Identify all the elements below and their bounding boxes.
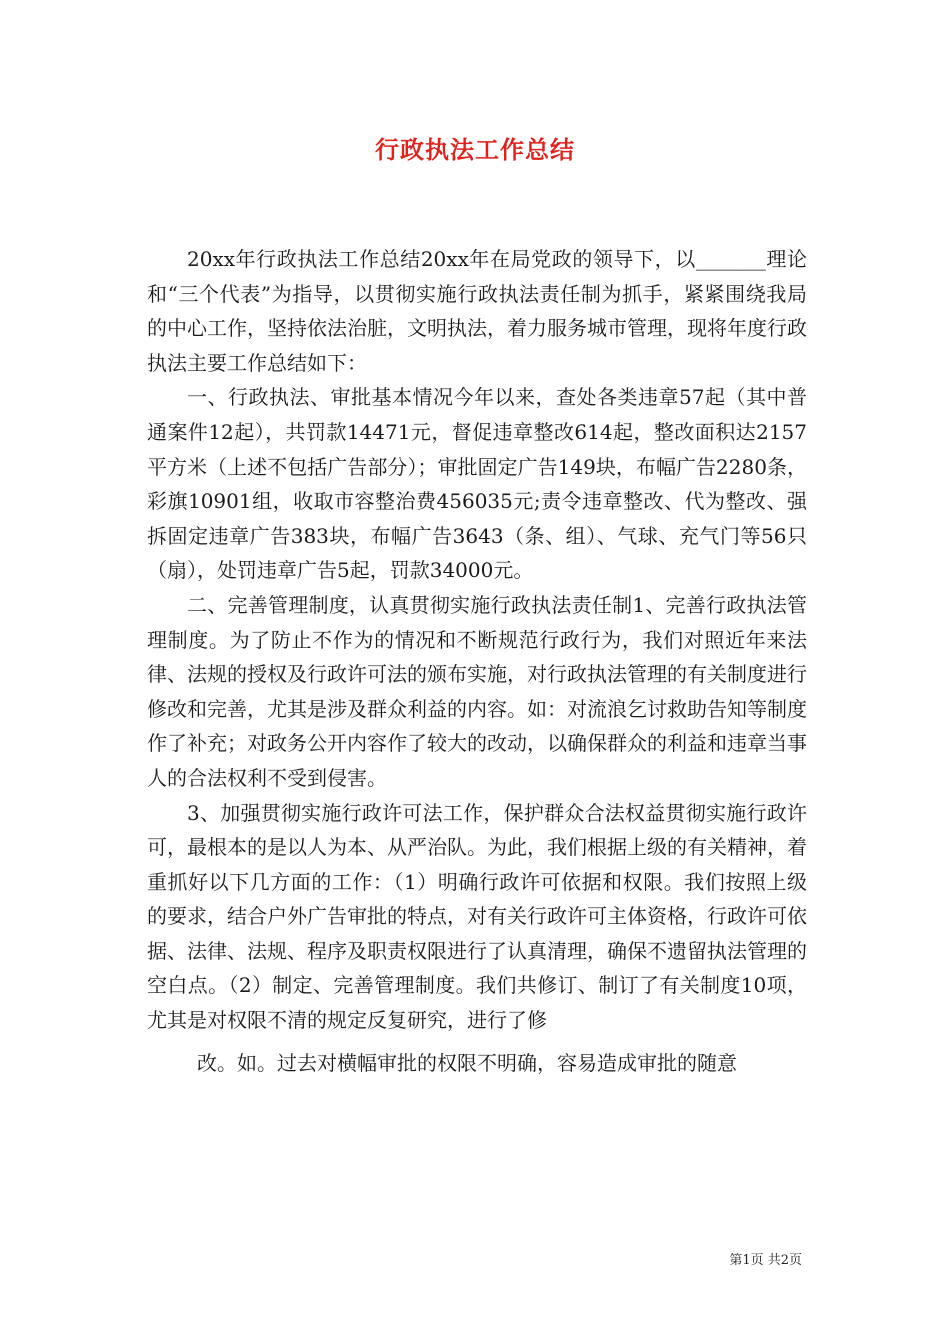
paragraph-continuation: 改。如。过去对横幅审批的权限不明确，容易造成审批的随意: [197, 1050, 737, 1075]
paragraph-section-2: 二、完善管理制度，认真贯彻实施行政执法责任制1、完善行政执法管理制度。为了防止不作为的情况和不断规范行政行为，我们对照近年来法律、法规的授权及行政许可法的颁布实施，对行政执法管理的有关制度进行修改和完善，尤其是涉及群众利益的内容。如：对流浪乞讨救助告知等制度作了补充；对政务公开内容作了较大的改动，以确保群众的利益和违章当事人的合法权利不受到侵害。: [147, 592, 807, 790]
page-number-footer: 第1页 共2页: [729, 1253, 802, 1268]
paragraph-intro: 20xx年行政执法工作总结20xx年在局党政的领导下，以_______理论和“三个代表”为指导，以贯彻实施行政执法责任制为抓手，紧紧围绕我局的中心工作，坚持依法治脏，文明执法，着力服务城市管理，现将年度行政执法主要工作总结如下：: [147, 247, 807, 375]
paragraph-section-1: 一、行政执法、审批基本情况今年以来，查处各类违章57起（其中普通案件12起），共罚款14471元，督促违章整改614起，整改面积达2157平方米（上述不包括广告部分）；审批固定广告149块，布幅广告2280条，彩旗10901组，收取市容整治费456035元;责令违章整改、代为整改、强拆固定违章广告383块，布幅广告3643（条、组）、气球、充气门等56只（扇），处罚违章广告5起，罚款34000元。: [147, 385, 807, 583]
paragraph-section-3: 3、加强贯彻实施行政许可法工作，保护群众合法权益贯彻实施行政许可，最根本的是以人为本、从严治队。为此，我们根据上级的有关精神，着重抓好以下几方面的工作：（1）明确行政许可依据和权限。我们按照上级的要求，结合户外广告审批的特点，对有关行政许可主体资格，行政许可依据、法律、法规、程序及职责权限进行了认真清理，确保不遗留执法管理的空白点。（2）制定、完善管理制度。我们共修订、制订了有关制度10项，尤其是对权限不清的规定反复研究，进行了修: [147, 800, 807, 1033]
document-body: [147, 242, 807, 1080]
document-title: 行政执法工作总结: [375, 135, 575, 164]
